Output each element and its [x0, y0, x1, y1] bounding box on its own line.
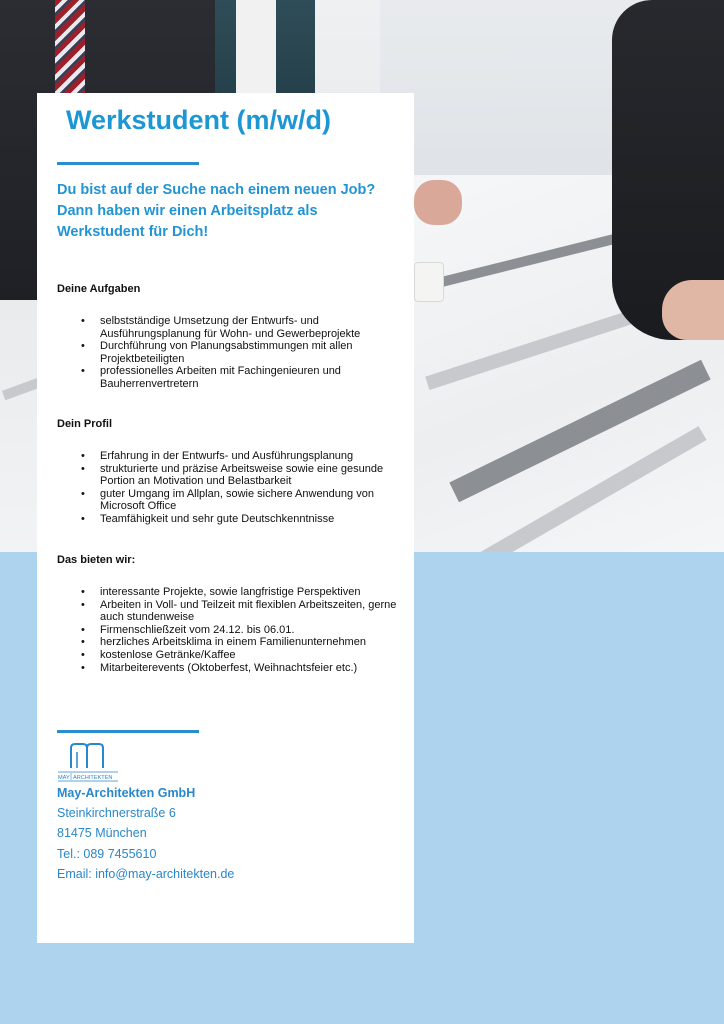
footer-divider: [57, 730, 199, 733]
photo-hand-right: [662, 280, 724, 340]
bullet-icon: •: [81, 462, 85, 475]
bullet-icon: •: [81, 636, 85, 649]
tasks-list: [81, 315, 411, 391]
list-item: • Arbeiten in Voll- und Teilzeit mit flexiblen Arbeitszeiten, gerne auch stundenweise: [81, 598, 397, 624]
list-item: • guter Umgang im Allplan, sowie sichere Anwendung von Microsoft Office: [81, 487, 374, 513]
company-city: 81475 München: [57, 826, 147, 840]
bullet-icon: •: [81, 450, 85, 462]
bullet-icon: •: [81, 340, 85, 353]
bullet-icon: •: [81, 598, 85, 611]
title-divider: [57, 162, 199, 165]
list-item: • selbstständige Umsetzung der Entwurfs- und Ausführungsplanung für Wohn- und Gewerbeprojekte: [81, 315, 361, 340]
benefits-list: [81, 586, 411, 674]
section-heading-benefits: Das bieten wir:: [57, 554, 136, 566]
photo-hand: [414, 180, 462, 225]
intro-text: Du bist auf der Suche nach einem neuen Job? Dann haben wir einen Arbeitsplatz als Werkstudent für Dich!: [57, 182, 376, 240]
list-item: • herzliches Arbeitsklima in einem Familienunternehmen: [81, 636, 366, 649]
list-item: • Erfahrung in der Entwurfs- und Ausführungsplanung: [81, 450, 354, 462]
bullet-icon: •: [81, 586, 85, 598]
bullet-icon: •: [81, 623, 85, 636]
section-heading-profile: Dein Profil: [57, 418, 113, 430]
bullet-icon: •: [81, 648, 85, 661]
bullet-icon: •: [81, 512, 85, 525]
bullet-icon: •: [81, 661, 85, 674]
svg-text:MAY: MAY: [58, 775, 70, 781]
list-item: • Durchführung von Planungsabstimmungen mit allen Projektbeteiligten: [81, 340, 353, 365]
company-name: May-Architekten GmbH: [57, 786, 196, 800]
page-title: Werkstudent (m/w/d): [66, 105, 332, 135]
photo-paper-roll: [414, 262, 444, 302]
section-heading-tasks: Deine Aufgaben: [57, 283, 141, 295]
svg-text:ARCHITEKTEN: ARCHITEKTEN: [73, 775, 113, 781]
company-logo: [57, 742, 119, 784]
bullet-icon: •: [81, 315, 85, 327]
list-item: • Firmenschließzeit vom 24.12. bis 06.01.: [81, 623, 295, 636]
photo-shirt: [236, 0, 276, 95]
profile-list: [81, 450, 411, 526]
company-street: Steinkirchnerstraße 6: [57, 806, 176, 820]
list-item: • kostenlose Getränke/Kaffee: [81, 648, 236, 661]
list-item: • Mitarbeiterevents (Oktoberfest, Weihnachtsfeier etc.): [81, 661, 358, 674]
bullet-icon: •: [81, 487, 85, 500]
list-item: • professionelles Arbeiten mit Fachingenieuren und Bauherrenvertretern: [81, 365, 341, 390]
photo-tie: [55, 0, 85, 95]
list-item: • Teamfähigkeit und sehr gute Deutschkenntnisse: [81, 512, 335, 525]
list-item: • strukturierte und präzise Arbeitsweise sowie eine gesunde Portion an Motivation und Belastbarkeit: [81, 462, 384, 488]
company-phone: Tel.: 089 7455610: [57, 847, 157, 861]
job-posting-card: [37, 93, 414, 943]
list-item: • interessante Projekte, sowie langfristige Perspektiven: [81, 586, 361, 598]
company-email[interactable]: Email: info@may-architekten.de: [57, 867, 235, 881]
bullet-icon: •: [81, 365, 85, 378]
